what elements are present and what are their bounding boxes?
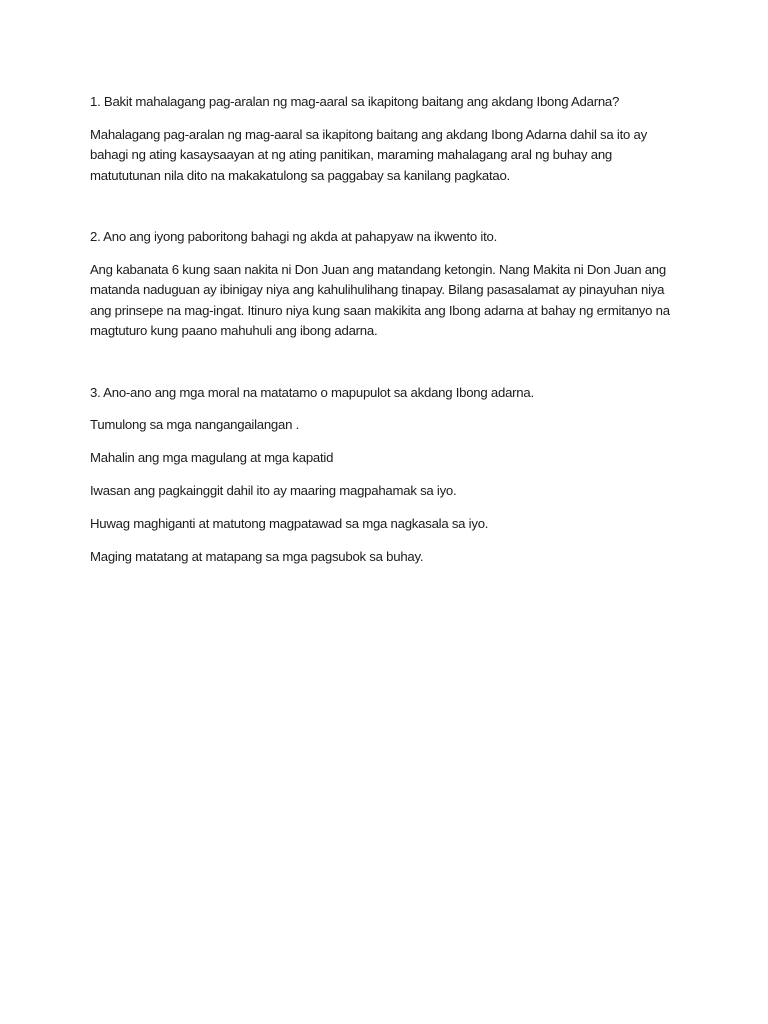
section-spacer bbox=[90, 186, 690, 227]
answer-1 bbox=[90, 125, 690, 187]
document-body bbox=[90, 92, 690, 580]
moral-item: Iwasan ang pagkainggit dahil ito ay maaring magpahamak sa iyo. bbox=[90, 483, 457, 498]
question-2-text: 2. Ano ang iyong paboritong bahagi ng akda at pahapyaw na ikwento ito. bbox=[90, 229, 498, 244]
question-3-text: 3. Ano-ano ang mga moral na matatamo o mapupulot sa akdang Ibong adarna. bbox=[90, 384, 534, 400]
answer-2-line: magtuturo kung paano mahuhuli ang ibong adarna. bbox=[90, 323, 378, 338]
moral-item: Huwag maghiganti at matutong magpatawad sa mga nagkasala sa iyo. bbox=[90, 516, 489, 531]
moral-item: Tumulong sa mga nangangailangan . bbox=[90, 417, 300, 432]
question-2-section bbox=[90, 227, 690, 342]
answer-2-line: matanda naduguan ay ibinigay niya ang kahulihulihang tinapay. Bilang pasasalamat ay pinayuhan niya bbox=[90, 282, 665, 297]
answer-2-line: Ang kabanata 6 kung saan nakita ni Don Juan ang matandang ketongin. Nang Makita ni Don Juan ang bbox=[90, 261, 666, 277]
answer-1-line: Mahalagang pag-aralan ng mag-aaral sa ikapitong baitang ang akdang Ibong Adarna dahil sa ito ay bbox=[90, 126, 647, 142]
question-3-section bbox=[90, 383, 690, 568]
moral-item: Mahalin ang mga magulang at mga kapatid bbox=[90, 450, 334, 465]
moral-item: Maging matatang at matapang sa mga pagsubok sa buhay. bbox=[90, 549, 424, 564]
answer-1-line: matututunan nila dito na makakatulong sa paggabay sa kanilang pagkatao. bbox=[90, 167, 510, 183]
morals-list bbox=[90, 415, 690, 568]
question-1-section bbox=[90, 92, 690, 186]
answer-2 bbox=[90, 260, 690, 342]
question-1-text: 1. Bakit mahalagang pag-aralan ng mag-aaral sa ikapitong baitang ang akdang Ibong Adarna? bbox=[90, 94, 620, 109]
answer-1-line: bahagi ng ating kasaysaayan at ng ating panitikan, maraming mahalagang aral ng buhay ang bbox=[90, 147, 612, 162]
answer-2-line: ang prinsepe na mag-ingat. Itinuro niya kung saan makikita ang Ibong adarna at bahay ng ermitanyo na bbox=[90, 302, 670, 318]
section-spacer bbox=[90, 342, 690, 383]
